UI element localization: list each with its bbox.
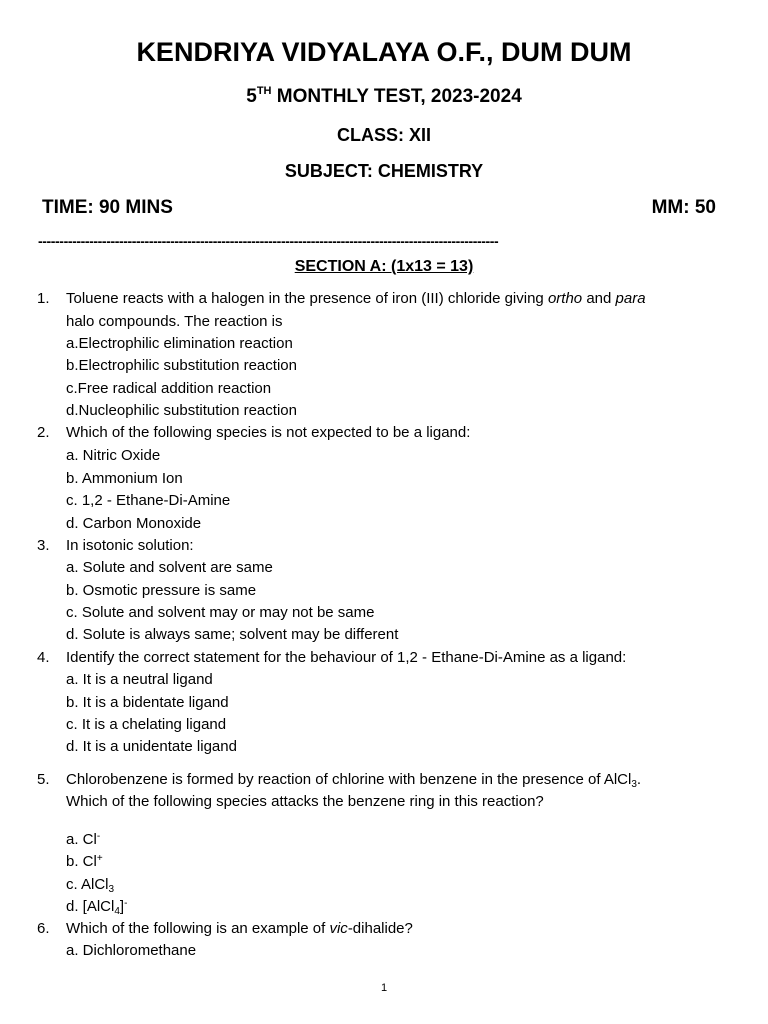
question-number: 2. (37, 424, 50, 441)
question-number: 4. (37, 649, 50, 666)
option: b. It is a bidentate ligand (66, 694, 229, 711)
option: d. Carbon Monoxide (66, 515, 202, 532)
option: b. Osmotic pressure is same (66, 582, 257, 599)
question-text: Identify the correct statement for the behaviour of 1,2 - Ethane-Di-Amine as a ligand: (66, 649, 627, 666)
option: a. Nitric Oxide (66, 447, 161, 464)
option: c. AlCl$_3$ (66, 876, 115, 895)
option: d. Solute is always same; solvent may be different (66, 626, 399, 643)
max-marks-label: MM: 50 (651, 197, 716, 218)
option: a. Cl- (66, 831, 101, 848)
option: d. It is a unidentate ligand (66, 738, 237, 755)
option: b. Ammonium Ion (66, 470, 183, 487)
option: d. [AlCl$_4$]- (66, 898, 128, 917)
option: c. It is a chelating ligand (66, 716, 227, 733)
question-number: 3. (37, 537, 50, 554)
subject-label: SUBJECT: CHEMISTRY (284, 161, 484, 181)
divider-line: ------------------------------------------------------------------------------------------------------------ (38, 233, 499, 249)
question-number: 6. (37, 920, 50, 937)
section-heading: SECTION A: (1x13 = 13) (294, 258, 474, 275)
time-label: TIME: 90 MINS (42, 197, 173, 218)
option: c. Solute and solvent may or may not be same (66, 604, 375, 621)
question-text: halo compounds. The reaction is (66, 313, 283, 330)
test-title: 5TH MONTHLY TEST, 2023-2024 (246, 85, 522, 107)
question-text: In isotonic solution: (66, 537, 194, 554)
option: b.Electrophilic substitution reaction (66, 357, 297, 374)
question-text: Toluene reacts with a halogen in the presence of iron (III) chloride giving ortho and para (66, 290, 646, 307)
question-number: 1. (37, 290, 50, 307)
option: c. 1,2 - Ethane-Di-Amine (66, 492, 231, 509)
option: a. Dichloromethane (66, 942, 197, 959)
option: a. Solute and solvent are same (66, 559, 273, 576)
option: b. Cl+ (66, 853, 103, 870)
question-text: Chlorobenzene is formed by reaction of chlorine with benzene in the presence of AlCl$_3$. (66, 771, 642, 790)
page-number: 1 (380, 982, 388, 994)
option: a. It is a neutral ligand (66, 671, 213, 688)
question-text: Which of the following species is not expected to be a ligand: (66, 424, 471, 441)
option: c.Free radical addition reaction (66, 380, 272, 397)
school-name: KENDRIYA VIDYALAYA O.F., DUM DUM (136, 37, 632, 67)
question-number: 5. (37, 771, 50, 788)
class-label: CLASS: XII (336, 125, 431, 145)
question-text: Which of the following is an example of vic-dihalide? (66, 920, 413, 937)
option: a.Electrophilic elimination reaction (66, 335, 293, 352)
question-text: Which of the following species attacks the benzene ring in this reaction? (66, 793, 544, 810)
option: d.Nucleophilic substitution reaction (66, 402, 297, 419)
